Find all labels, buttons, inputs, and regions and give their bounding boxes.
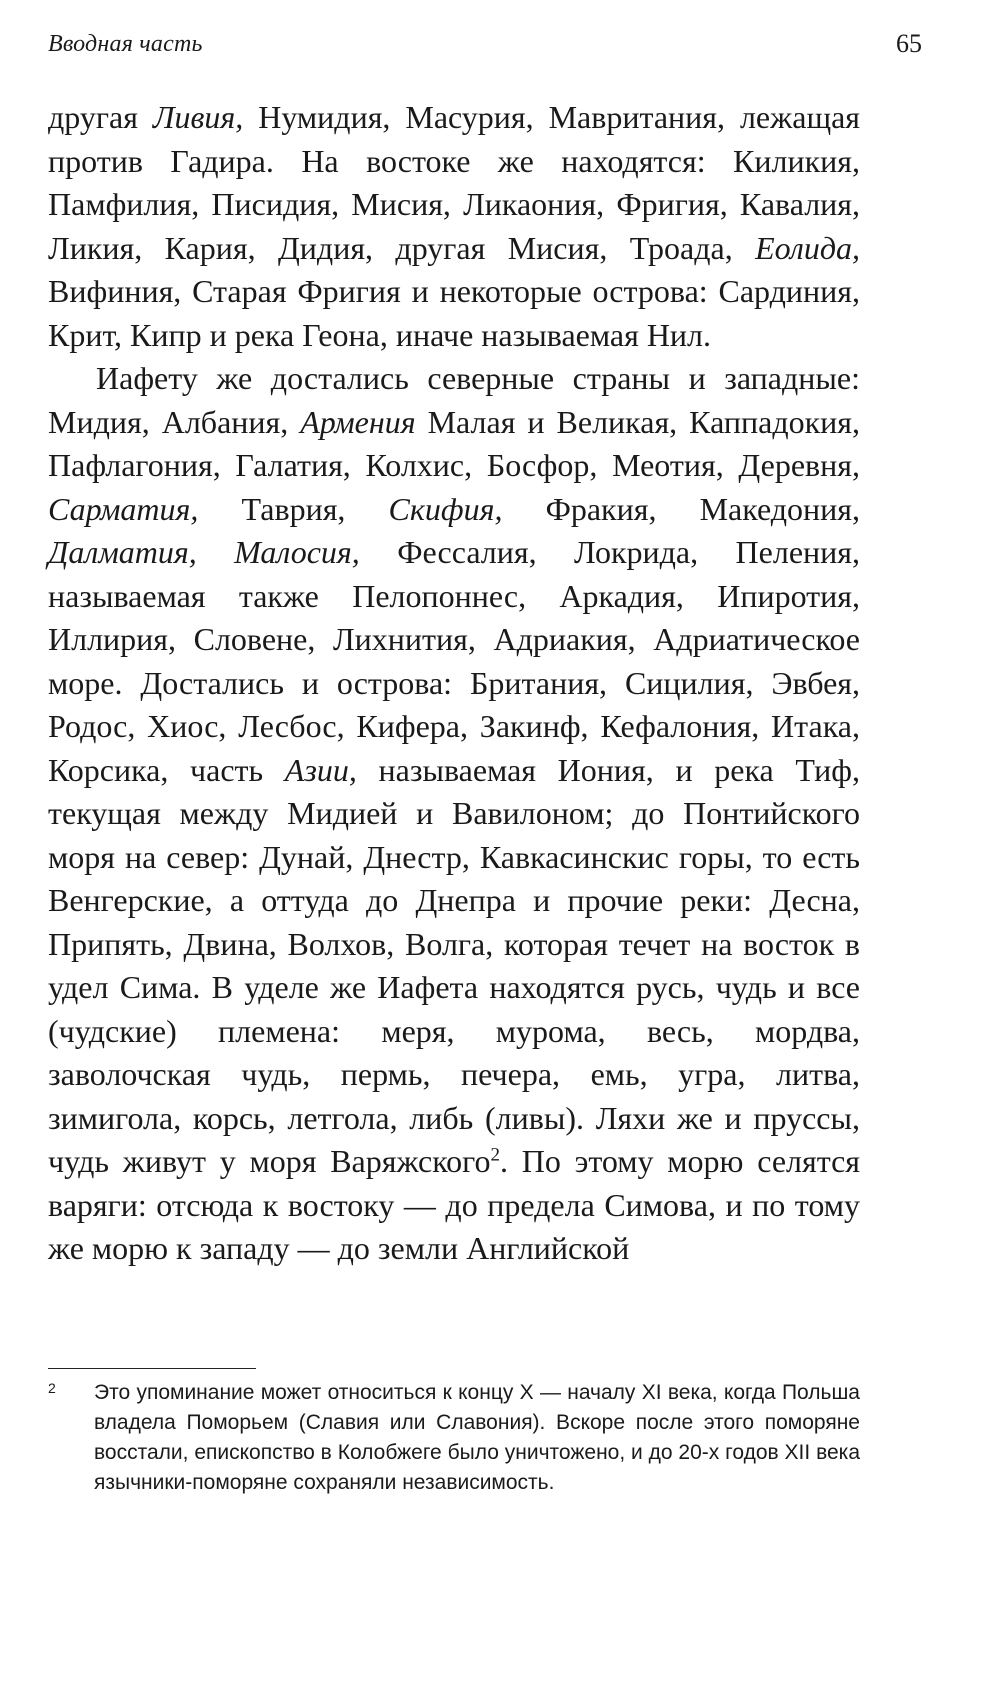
italic-term: Скифия, [388,490,503,527]
paragraph-2 [48,357,860,1271]
paragraph-1 [48,96,860,357]
main-text [48,96,860,1271]
text-run: называемая Иония, и река Тиф, текущая между Мидией и Вавилоном; до Понтийского моря на север: Дунай, Днестр, Кавкасинскис горы, то есть Венгерские, а оттуда до Днепра и прочие реки: Десна, Припять, Двина, Волхов, Волга, которая течет на восток в удел Сима. В уделе же Иафета находятся русь, чудь и все (чудские) племена: меря, мурома, весь, мордва, заволочская чудь, пермь, печера, емь, угра, литва, зимигола, корсь, летгола, либь (ливы). Ляхи же и пруссы, чудь живут у моря Варяжского [48,751,861,1179]
text-run: другая [48,99,153,135]
italic-term: Азии, [284,751,357,788]
italic-term: Далматия, Малосия, [48,534,360,570]
footnote [48,1378,860,1498]
footnote-text: Это упоминание может относиться к концу X — началу XI века, когда Польша владела Поморьем (Славия или Славония). Вскоре после этого поморяне восстали, епископство в Колобжеге было уничтожено, и до 20-х годов XII века язычники-поморяне сохраняли независимость. [94,1381,860,1494]
text-run: . По этому морю селятся варяги: отсюда к востоку — до предела Симова, и по тому же морю к западу — до земли Английской [48,1143,861,1266]
italic-term: Еолида, [755,229,860,266]
footnote-reference[interactable]: 2 [490,1144,500,1166]
italic-term: Ливия, [152,99,244,135]
text-run: Таврия, [198,490,389,527]
text-run: Фракия, Македония, [502,490,860,527]
footnote-number: 2 [48,1380,56,1396]
footnote-divider [48,1368,256,1369]
text-run: Фессалия, Локрида, Пеления, называемая также Пелопоннес, Аркадия, Ипиротия, Иллирия, Словене, Лихнития, Адриакия, Адриатическое море. Достались и острова: Британия, Сицилия, Эвбея, Родос, Хиос, Лесбос, Кифера, Закинф, Кефалония, Итака, Корсика, часть [48,534,861,788]
text-run: Нумидия, Масурия, Мавритания, лежащая против Гадира. На востоке же находятся: Киликия, Памфилия, Писидия, Мисия, Ликаония, Фригия, Кавалия, Ликия, Кария, Дидия, другая Мисия, Троада, [48,99,861,266]
text-run: Вифиния, Старая Фригия и некоторые острова: Сардиния, Крит, Кипр и река Геона, иначе называемая Нил. [48,273,860,353]
text-run: Малая и Великая, Каппадокия, Пафлагония, Галатия, Колхис, Босфор, Меотия, Деревня, [48,403,861,483]
page-header [48,24,922,64]
italic-term: Сарматия, [48,490,199,527]
italic-term: Армения [300,403,416,440]
running-head: Вводная часть [48,30,203,57]
text-run: Иафету же достались северные страны и западные: Мидия, Албания, [48,360,860,440]
page-number: 65 [896,29,922,58]
